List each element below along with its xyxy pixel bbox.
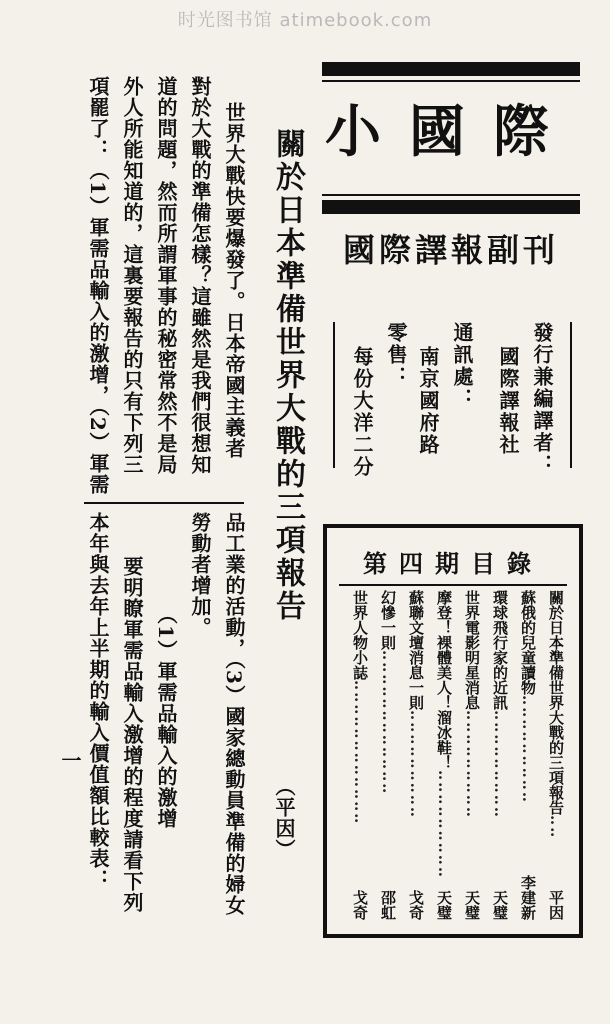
toc-leader: ‥‥‥‥‥‥‥‥‥	[407, 710, 425, 819]
ornament-rule-left	[333, 322, 335, 468]
toc-item	[352, 590, 367, 920]
article-subheading: （1）軍需品輸入的激增	[154, 604, 178, 829]
masthead-bottom-rule	[322, 200, 580, 214]
price-label: 零售：	[384, 322, 408, 388]
toc-item-title: 世界人物小誌	[351, 590, 369, 680]
toc-item	[548, 590, 563, 920]
toc-item-author: 戈奇	[351, 890, 369, 920]
masthead-bottom-thin-rule	[322, 194, 580, 196]
toc-item-author: 天璧	[491, 890, 509, 920]
article-paragraph-line: 世界大戰快要爆發了。日本帝國主義者	[222, 102, 246, 459]
toc-item-author: 天璧	[463, 890, 481, 920]
masthead-title: 小國際	[325, 99, 577, 165]
toc-item-author: 戈奇	[407, 890, 425, 920]
toc-item-title: 摩登！裸體美人！溜冰鞋！	[435, 590, 453, 770]
address-label: 通訊處：	[450, 322, 474, 410]
toc-item-title: 環球飛行家的近訊	[491, 590, 509, 710]
toc-divider	[339, 584, 567, 586]
toc-item	[492, 590, 507, 920]
address: 南京國府路	[416, 346, 440, 456]
toc-item-title: 世界電影明星消息	[463, 590, 481, 710]
toc-item	[520, 590, 535, 920]
masthead-subtitle: 國際譯報副刊	[342, 231, 559, 269]
article-paragraph-line: 外人所能知道的，這裏要報告的只有下列三	[120, 76, 144, 475]
masthead-top-thin-rule	[322, 80, 580, 82]
article-paragraph-line: 品工業的活動，（3）國家總動員準備的婦女	[222, 512, 246, 916]
article-paragraph-line: 勞動者增加。	[188, 512, 212, 638]
toc-item-author: 李建新	[519, 875, 537, 920]
toc-leader: ‥‥‥‥‥‥‥‥‥	[463, 710, 481, 819]
toc-item-title: 蘇俄的兒童讀物	[519, 590, 537, 695]
toc-heading: 第四期目錄	[363, 549, 543, 578]
toc-leader: ‥‥‥‥‥‥‥‥‥	[491, 710, 509, 819]
toc-item	[408, 590, 423, 920]
article-author: （平因）	[272, 776, 296, 860]
toc-leader: ‥‥‥‥‥‥‥‥‥‥‥‥	[379, 650, 397, 796]
publisher-label: 發行兼編譯者：	[530, 322, 554, 476]
toc-leader: ‥‥	[547, 815, 565, 840]
toc-leader: ‥‥‥‥‥‥‥‥‥	[519, 695, 537, 804]
toc-item-author: 平因	[547, 890, 565, 920]
toc-leader: ‥‥‥‥‥‥‥‥‥	[435, 770, 453, 879]
column-divider	[84, 502, 244, 504]
page-mark: 一	[58, 750, 82, 771]
toc-leader: ‥‥‥‥‥‥‥‥‥‥‥‥	[351, 680, 369, 826]
toc-item-author: 邵虹	[379, 890, 397, 920]
toc-item-author: 天璧	[435, 890, 453, 920]
ornament-rule-right	[570, 322, 572, 468]
article-paragraph-line: 本年與去年上半期的輸入價值額比較表：	[86, 512, 110, 890]
masthead-top-rule	[322, 62, 580, 76]
toc-item	[380, 590, 395, 920]
article-paragraph-line: 道的問題，然而所謂軍事的秘密常然不是局	[154, 76, 178, 475]
watermark: 时光图书馆 atimebook.com	[177, 10, 433, 31]
article-paragraph-line: 要明瞭軍需品輸入激增的程度請看下列	[120, 556, 144, 913]
publisher-name: 國際譯報社	[496, 346, 520, 456]
toc-item-title: 蘇聯文壇消息一則	[407, 590, 425, 710]
toc-item-title: 關於日本準備世界大戰的三項報告	[547, 590, 565, 815]
article-title: 關於日本準備世界大戰的三項報告	[270, 128, 305, 623]
toc-item	[436, 590, 451, 920]
toc-item-title: 幻慘一則	[379, 590, 397, 650]
article-paragraph-line: 對於大戰的準備怎樣？這雖然是我們很想知	[188, 76, 212, 475]
article-paragraph-line: 項罷了：（1）軍需品輸入的激增，（2）軍需	[86, 76, 110, 495]
toc-item	[464, 590, 479, 920]
price: 每份大洋二分	[350, 346, 374, 478]
